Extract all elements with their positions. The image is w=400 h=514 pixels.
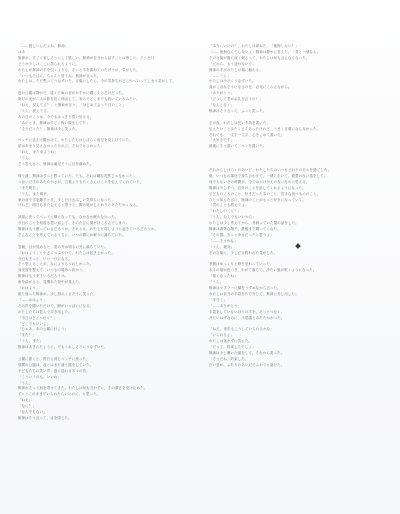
text-line: 「本当にいいの？」わたしは尋ねた。「後悔しない？」 [209,44,299,48]
text-line: 「わたしのこと？」 [209,209,242,214]
text-line: 「ねえ、覚えてる？」と無神が言う。「はじめて会った日のこと」 [18,103,126,108]
text-line: 「うん。なんでもいいから」 [209,215,256,220]
text-line: その言葉が胸に深く刺さって、わたしは何も言えなくなった。 [209,55,310,60]
text-line: 「……後悔なんてしないよ」無神は静かに答えた。「君と一緒なら」 [209,49,321,54]
text-line: あの日のことは、今でもはっきり思い出せる。 [18,114,94,119]
text-line: 無神が、すごく楽しそうにして嬉しい。無神が自分から話すことは珍しい。そうだけ [18,55,155,60]
text-line: 「……ありがとう」 [209,303,242,308]
text-line: 「どこでもいいよ」 [18,321,51,326]
text-line: 「また明日」 [18,185,40,190]
text-line: 無神はそう言って、ふっと笑った。 [209,108,267,113]
text-line: その言葉に、少しだけ救われた気がした。 [209,250,278,255]
text-line: 伝えたいことはたくさんあったけれど、うまく言葉にならなかった。 [209,126,321,131]
text-line: 部屋に戻ってベッドに横になっても、なかなか眠れなかった。 [18,215,119,220]
text-line: そんなことを考えているうちに、いつの間にか眠りに落ちていた。 [18,232,126,237]
text-line: 「なんでもない」 [18,410,47,415]
text-line: ひとつ知るたびに、無神のことがもっと好きになっていく。 [209,197,306,202]
text-line: 「寒くなったね」 [209,274,238,279]
text-line: 「半分こ」 [209,297,227,302]
text-line: その夜、わたしは長い手紙を書いた。 [209,120,271,125]
text-line: 「おはよう」と小さくつぶやいて、わたしは起き上がった。 [18,250,115,255]
text-line: 「……嬉しいんだよね、無神」 [18,44,69,48]
text-line: わたしは迷わずに答えた。 [209,339,253,344]
text-line: 何でもないその時間が、今ではかけがえのないものに思える。 [209,179,310,184]
text-line: 「……うん」 [209,73,231,78]
text-line: 今日もきっと、いい一日になる。 [18,256,72,261]
text-line: 「いつもそばに、ちゃんと居てね」無神が言った。 [18,73,101,78]
text-line: 朝、いつもの場所で待ち合わせて、一緒に歩いて、他愛のない話をして。 [209,173,328,178]
text-line: 子どものころのこと、好きだった本のこと、苦手な食べもののこと。 [209,191,321,196]
text-line: 街灯の光が二人の影を長く伸ばして、まるでどこまでも続いているみたい。 [18,97,140,102]
text-line: 「あのとき、無神はすごく怖い顔をしてた」 [18,120,90,125]
text-line: 無神は少し驚いた顔をして、それから笑った。 [209,351,285,356]
text-line: 無神はそう言って、目を閉じた。 [18,416,72,420]
text-line: 最後にそう書いて、ペンを置いた。 [209,144,267,149]
text-line: 「うん」 [18,380,33,385]
text-line: 無神は真剣な顔で、最後まで聞いてくれた。 [209,227,281,232]
text-line: 無神はマフラーに顔をうずめながら言った。 [209,286,281,291]
text-line: わたしたちは並んで歩き出した。 [18,309,72,314]
text-line: 涙がこぼれそうになるのを、必死にこらえながら。 [209,85,292,90]
text-line: 「今日はどこへ行く？」 [18,315,58,320]
text-line: 「ありがとう」 [209,91,235,96]
text-line: 「うん、また」 [18,339,44,344]
text-line: そう思えることが、なによりもうれしかった。 [18,262,94,267]
text-line: 「こういうのも、いいね」 [18,374,62,379]
text-line: わたしが無神の手を引くよりも、そっと手を重ねていたほうが、気がした。 [18,67,140,72]
text-line: 手袋をしていないほうの手を、そっとつなぐ。 [209,309,285,314]
text-line: 「ねえ、来年もこうしていられるかな」 [209,327,274,332]
text-line: 「そうだった？」無神は少し笑った。 [18,126,80,131]
text-line: 「君のことも教えてよ」 [209,203,249,208]
text-line: 無神はもう眠っているだろうか。それとも、わたしと同じように起きているだろうか。 [18,227,159,232]
text-line: 翌朝、目が覚めると、窓の外は明るい光に満ちていた。 [18,244,108,249]
text-line: 今日のことを何度も思い返して、そのたびに顔がほころんでしまう。 [18,221,130,226]
text-line: それからしばらくのあいだ、わたしたちはいつもどおりの日々を過ごした。 [209,167,332,172]
text-line: 「うん、絶対」 [209,244,235,249]
text-line: 角を曲がると、見慣れた背中が見えた。 [18,280,83,285]
text-line: ベンチに並んで腰かけて、わたしたちはしばらく夜空を見上げていた。 [18,138,133,143]
text-line: けれど、明日もまた会えると思うと、胸の奥がじんわりとあたたかくなる。 [18,203,141,208]
text-line: わたしは小さくうなずいた。 [209,79,256,84]
text-line: 木々の葉が色づき、やがて落ちて、冷たい風が吹くようになった。 [209,268,317,273]
text-line: それでも、一文字一文字、心をこめて書いた。 [209,132,285,137]
text-line: 公園に着くと、昨日と同じベンチに座った。 [18,356,90,361]
text-line: 夜の公園は静かで、遠くで車の音がかすかに聞こえるだけだった。 [18,91,126,96]
text-line: 帰り道、無神はずっと黙っていた。でも、それは嫌な沈黙じゃなかった。 [18,173,137,178]
text-line: わたしは、ただ黙ってうなずいた。言葉にしたら、今の気持ちがどこかへいってしまう気がして。 [18,79,176,84]
text-line: 「なんとなく」 [209,103,235,108]
text-line: 「ねえ、また来ようね」 [18,150,58,155]
text-line: 季節はゆっくりと移り変わっていった。 [209,262,274,267]
text-line: わたしは自分の手袋を片方外して、無神に差し出した。 [209,291,299,296]
text-line: 「……おはよう」 [18,297,47,302]
text-line: 冷たいはずなのに、不思議とあたたかかった。 [209,315,285,320]
text-line: 無神はもう来ているだろうか。 [18,274,69,279]
text-line: 身支度を整えて、いつもの場所へ向かう。 [18,268,87,273]
text-line: 「その猫、きっと幸せだったと思うよ」 [209,232,274,237]
text-line: 「うん、覚えてる」 [18,108,51,113]
text-line: 「大好きです」 [209,138,235,143]
text-line: ずっとこのままでいられたらいいのに、と思った。 [18,392,101,397]
text-line: わたしは少し考えてから、昔飼っていた猫の話をした。 [209,221,299,226]
text-line: 「そうだね。約束した」 [209,356,249,361]
text-line: 「……そうかな」 [209,238,238,243]
right-column [209,44,386,488]
text-line: 「うん、また明日」 [18,191,51,196]
text-line: 子どもたちの笑い声、風に揺れる木々の音。 [18,368,90,373]
text-line: はあ [18,49,26,54]
text-line: 「うん」 [18,156,33,161]
text-line: 「だって、約束したでしょ」 [209,345,256,350]
text-line: その声を聞いただけで、胸がいっぱいになる。 [18,303,94,308]
text-line: 「いられるよ」 [209,333,235,338]
text-line: 「なに？」 [18,404,36,409]
text-line: 無神は少しずつ、自分のことを話してくれるようになった。 [209,185,306,190]
left-column [18,44,195,488]
text-line: 「どうして君がお礼を言うの？」 [209,97,263,102]
text-line: 振り返った無神が、少し照れくさそうに笑った。 [18,291,97,296]
text-line: 「だから、もう迷わないで」 [209,61,256,66]
text-line: 「じゃあ、あの公園に行こう」 [18,327,69,332]
text-line: 白い息が、ふたりのあいだでふわりと溶けた。 [209,362,285,367]
text-line: 無神がそっと肩を寄せてきた。わたしは何も言わずに、その重さを受け止めた。 [18,386,148,391]
text-line: つないだ手のあたたかさが、言葉よりもたくさんのことを伝えてくれていた。 [18,179,144,184]
text-line: 「うん」 [209,280,224,285]
text-line: 無神の手がわたしの頬に触れる。 [209,67,263,72]
text-line: そう答えると、無神は満足そうに目を細めた。 [18,162,94,167]
text-line: 「また？」 [18,333,36,338]
text-line: 星はあまり見えなかったけれど、それでもよかった。 [18,144,105,149]
text-line: 無神はあきれたように、でもうれしそうにうなずいた。 [18,345,108,350]
text-line: 昼間の公園は、夜とはまた違う顔をしていた。 [18,362,94,367]
text-line: どうか少しはここに居られるように。 [18,61,80,66]
text-spread [18,44,386,488]
text-line: 「おはよう」 [18,286,40,291]
text-line: 家の前で手を離すとき、少しだけさみしい気持ちになった。 [18,197,115,202]
text-line: 「ねえ」 [18,398,33,403]
